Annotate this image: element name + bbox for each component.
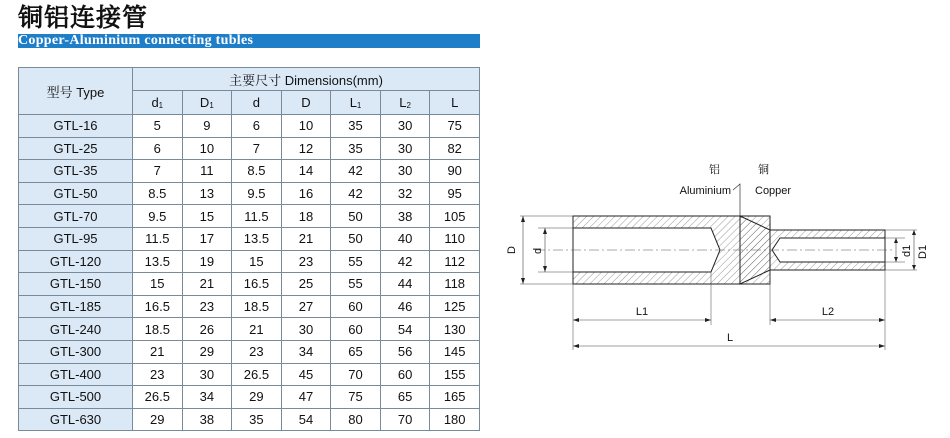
value-cell: 11.5	[232, 205, 282, 228]
dim-D1-label: D1	[917, 244, 929, 259]
column-header	[133, 91, 183, 115]
value-cell: 29	[232, 386, 282, 409]
connector-diagram	[490, 150, 929, 360]
column-header	[380, 91, 430, 115]
copper-label-cn: 铜	[758, 164, 769, 176]
value-cell: 18.5	[232, 295, 282, 318]
value-cell: 105	[430, 205, 480, 228]
page-title: 铜铝连接管	[18, 3, 149, 32]
value-cell: 75	[430, 115, 480, 138]
model-cell: GTL-35	[19, 160, 133, 183]
value-cell: 47	[281, 386, 331, 409]
value-cell: 5	[133, 115, 183, 138]
value-cell: 23	[281, 250, 331, 273]
value-cell: 8.5	[232, 160, 282, 183]
model-cell: GTL-95	[19, 227, 133, 250]
value-cell: 13.5	[232, 227, 282, 250]
value-cell: 56	[380, 340, 430, 363]
value-cell: 15	[133, 273, 183, 296]
model-cell: GTL-500	[19, 386, 133, 409]
column-header-base: D	[301, 95, 311, 110]
column-header-sub: 2	[406, 101, 411, 110]
column-header-base: L	[451, 95, 459, 110]
column-header-base: D	[199, 95, 210, 110]
value-cell: 13	[182, 182, 232, 205]
value-cell: 35	[331, 115, 381, 138]
value-cell: 130	[430, 318, 480, 341]
table-row	[19, 160, 480, 183]
table-row	[19, 340, 480, 363]
table-row	[19, 295, 480, 318]
model-cell: GTL-70	[19, 205, 133, 228]
table-row	[19, 386, 480, 409]
value-cell: 60	[331, 318, 381, 341]
value-cell: 30	[380, 137, 430, 160]
model-cell: GTL-50	[19, 182, 133, 205]
column-header	[331, 91, 381, 115]
value-cell: 42	[380, 250, 430, 273]
leader-line	[733, 184, 740, 216]
model-cell: GTL-185	[19, 295, 133, 318]
value-cell: 29	[133, 408, 183, 431]
aluminium-label-en: Aluminium	[679, 185, 731, 197]
page-subtitle: Copper-Aluminium connecting tubles	[18, 33, 254, 48]
value-cell: 21	[281, 227, 331, 250]
dim-L-label: L	[726, 332, 734, 344]
table-row	[19, 137, 480, 160]
table-row	[19, 318, 480, 341]
dim-d1-label: d1	[901, 244, 913, 257]
value-cell: 15	[232, 250, 282, 273]
value-cell: 55	[331, 250, 381, 273]
column-header-sub: 1	[356, 101, 362, 110]
value-cell: 55	[331, 273, 381, 296]
value-cell: 54	[380, 318, 430, 341]
value-cell: 26	[182, 318, 232, 341]
value-cell: 65	[380, 386, 430, 409]
value-cell: 155	[430, 363, 480, 386]
column-header	[182, 91, 232, 115]
copper-label-en: Copper	[755, 185, 792, 197]
value-cell: 44	[380, 273, 430, 296]
table-row	[19, 227, 480, 250]
model-cell: GTL-16	[19, 115, 133, 138]
dim-d1	[885, 238, 913, 262]
dimensions-table	[18, 67, 480, 431]
value-cell: 10	[281, 115, 331, 138]
value-cell: 90	[430, 160, 480, 183]
value-cell: 34	[182, 386, 232, 409]
value-cell: 27	[281, 295, 331, 318]
value-cell: 165	[430, 386, 480, 409]
table-row	[19, 205, 480, 228]
model-cell: GTL-120	[19, 250, 133, 273]
value-cell: 70	[331, 363, 381, 386]
value-cell: 25	[281, 273, 331, 296]
value-cell: 42	[331, 160, 381, 183]
table-row	[19, 182, 480, 205]
value-cell: 10	[182, 137, 232, 160]
value-cell: 118	[430, 273, 480, 296]
value-cell: 30	[380, 115, 430, 138]
value-cell: 60	[380, 363, 430, 386]
value-cell: 11.5	[133, 227, 183, 250]
value-cell: 17	[182, 227, 232, 250]
column-header-base: d	[151, 95, 159, 110]
model-cell: GTL-240	[19, 318, 133, 341]
value-cell: 6	[232, 115, 282, 138]
dim-L1-label: L1	[635, 306, 649, 318]
value-cell: 19	[182, 250, 232, 273]
model-cell: GTL-25	[19, 137, 133, 160]
table-body	[19, 115, 480, 431]
value-cell: 6	[133, 137, 183, 160]
value-cell: 30	[281, 318, 331, 341]
value-cell: 30	[182, 363, 232, 386]
value-cell: 16	[281, 182, 331, 205]
value-cell: 180	[430, 408, 480, 431]
value-cell: 110	[430, 227, 480, 250]
value-cell: 21	[133, 340, 183, 363]
value-cell: 112	[430, 250, 480, 273]
model-cell: GTL-150	[19, 273, 133, 296]
model-cell: GTL-300	[19, 340, 133, 363]
model-cell: GTL-400	[19, 363, 133, 386]
value-cell: 14	[281, 160, 331, 183]
subtitle-bar	[18, 34, 480, 48]
column-header-base: L	[349, 95, 357, 110]
value-cell: 29	[182, 340, 232, 363]
value-cell: 38	[182, 408, 232, 431]
aluminium-label-cn: 铝	[709, 164, 720, 176]
value-cell: 16.5	[232, 273, 282, 296]
column-header-base: d	[252, 95, 261, 110]
value-cell: 23	[182, 295, 232, 318]
value-cell: 34	[281, 340, 331, 363]
model-cell: GTL-630	[19, 408, 133, 431]
column-header-sub: 1	[209, 101, 214, 110]
table-row	[19, 408, 480, 431]
table-row	[19, 250, 480, 273]
value-cell: 82	[430, 137, 480, 160]
value-cell: 11	[182, 160, 232, 183]
value-cell: 15	[182, 205, 232, 228]
value-cell: 46	[380, 295, 430, 318]
table-row	[19, 273, 480, 296]
value-cell: 9.5	[232, 182, 282, 205]
value-cell: 60	[331, 295, 381, 318]
column-header	[430, 91, 480, 115]
value-cell: 70	[380, 408, 430, 431]
value-cell: 50	[331, 205, 381, 228]
value-cell: 9.5	[133, 205, 183, 228]
dim-d-label: d	[532, 247, 544, 254]
value-cell: 80	[331, 408, 381, 431]
table-row	[19, 115, 480, 138]
column-header	[232, 91, 282, 115]
column-header-sub: 1	[158, 101, 164, 110]
value-cell: 38	[380, 205, 430, 228]
value-cell: 7	[133, 160, 183, 183]
column-header	[281, 91, 331, 115]
dimensions-header: 主要尺寸 Dimensions(mm)	[133, 68, 480, 91]
table-row	[19, 363, 480, 386]
value-cell: 35	[331, 137, 381, 160]
model-header: 型号 Type	[19, 68, 133, 115]
value-cell: 7	[232, 137, 282, 160]
value-cell: 35	[232, 408, 282, 431]
dim-L	[573, 325, 885, 350]
value-cell: 18	[281, 205, 331, 228]
value-cell: 145	[430, 340, 480, 363]
value-cell: 26.5	[232, 363, 282, 386]
value-cell: 42	[331, 182, 381, 205]
value-cell: 30	[380, 160, 430, 183]
dim-L2-label: L2	[821, 306, 835, 318]
value-cell: 45	[281, 363, 331, 386]
value-cell: 12	[281, 137, 331, 160]
value-cell: 23	[133, 363, 183, 386]
value-cell: 16.5	[133, 295, 183, 318]
value-cell: 95	[430, 182, 480, 205]
value-cell: 21	[232, 318, 282, 341]
value-cell: 13.5	[133, 250, 183, 273]
value-cell: 54	[281, 408, 331, 431]
value-cell: 125	[430, 295, 480, 318]
value-cell: 32	[380, 182, 430, 205]
value-cell: 50	[331, 227, 381, 250]
value-cell: 65	[331, 340, 381, 363]
value-cell: 21	[182, 273, 232, 296]
value-cell: 26.5	[133, 386, 183, 409]
value-cell: 18.5	[133, 318, 183, 341]
value-cell: 8.5	[133, 182, 183, 205]
value-cell: 40	[380, 227, 430, 250]
column-header-base: L	[399, 95, 407, 110]
dim-L2	[770, 270, 885, 350]
value-cell: 23	[232, 340, 282, 363]
dim-D-label: D	[506, 246, 518, 254]
value-cell: 75	[331, 386, 381, 409]
value-cell: 9	[182, 115, 232, 138]
